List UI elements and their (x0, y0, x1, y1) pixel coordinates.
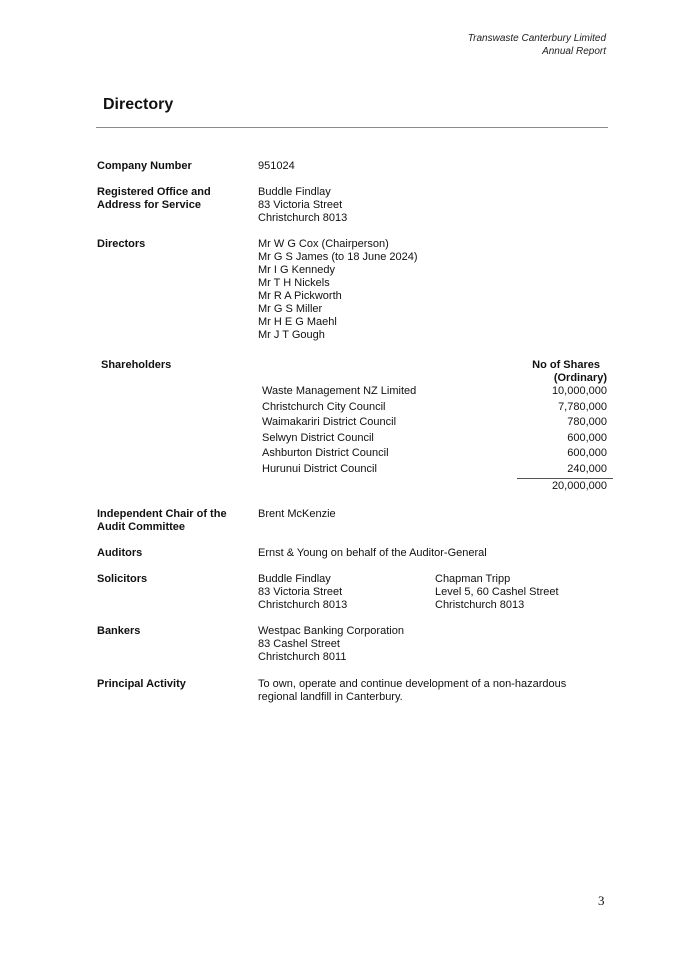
principal-activity-label: Principal Activity (97, 678, 186, 690)
page-number: 3 (598, 893, 605, 908)
shareholder-shares: 240,000 (567, 463, 607, 475)
shareholder-name: Ashburton District Council (262, 447, 389, 459)
director-item: Mr T H Nickels (258, 277, 330, 289)
auditors-label: Auditors (97, 547, 143, 559)
shareholder-name: Selwyn District Council (262, 432, 374, 444)
shareholder-shares: 10,000,000 (551, 385, 607, 397)
shareholder-name: Waimakariri District Council (262, 416, 397, 428)
registered-office-address: Buddle Findlay 83 Victoria Street Christchurch 8013 (258, 186, 348, 224)
audit-chair-label: Independent Chair of the Audit Committee (97, 508, 227, 533)
shareholder-name: Waste Management NZ Limited (262, 385, 417, 397)
solicitor-firm-2: Chapman Tripp Level 5, 60 Cashel Street Christchurch 8013 (435, 573, 559, 611)
auditors-value: Ernst & Young on behalf of the Auditor-General (258, 547, 487, 559)
solicitor-firm-1: Buddle Findlay 83 Victoria Street Christchurch 8013 (258, 573, 348, 611)
shares-column-header: No of Shares (Ordinary) (532, 359, 607, 384)
shareholders-label: Shareholders (101, 359, 172, 371)
shares-total-rule (517, 478, 613, 479)
header-report: Annual Report (542, 46, 606, 57)
director-item: Mr J T Gough (258, 329, 325, 341)
running-header (468, 32, 606, 58)
director-item: Mr G S James (to 18 June 2024) (258, 251, 418, 263)
directors-list (258, 238, 418, 342)
bankers-label: Bankers (97, 625, 141, 637)
director-item: Mr G S Miller (258, 303, 323, 315)
shareholder-shares: 780,000 (567, 416, 607, 428)
bankers-address: Westpac Banking Corporation 83 Cashel Street Christchurch 8011 (258, 625, 404, 663)
shareholder-shares: 600,000 (567, 432, 607, 444)
company-number-value: 951024 (258, 160, 295, 172)
registered-office-label: Registered Office and Address for Service (97, 186, 211, 211)
directors-label: Directors (97, 238, 146, 250)
company-number-label: Company Number (97, 160, 192, 172)
shares-total: 20,000,000 (551, 480, 607, 492)
header-company: Transwaste Canterbury Limited (467, 33, 606, 44)
title-divider (96, 127, 608, 128)
shareholder-name: Hurunui District Council (262, 463, 377, 475)
solicitors-label: Solicitors (97, 573, 148, 585)
director-item: Mr W G Cox (Chairperson) (258, 238, 389, 250)
audit-chair-value: Brent McKenzie (258, 508, 336, 520)
shareholder-shares: 7,780,000 (558, 401, 607, 413)
principal-activity-value: To own, operate and continue development of a non-hazardous regional landfill in Canterbury. (258, 678, 567, 703)
shareholder-shares: 600,000 (567, 447, 607, 459)
director-item: Mr H E G Maehl (258, 316, 337, 328)
director-item: Mr I G Kennedy (258, 264, 336, 276)
page-title: Directory (103, 96, 174, 113)
shareholder-name: Christchurch City Council (262, 401, 386, 413)
director-item: Mr R A Pickworth (258, 290, 342, 302)
